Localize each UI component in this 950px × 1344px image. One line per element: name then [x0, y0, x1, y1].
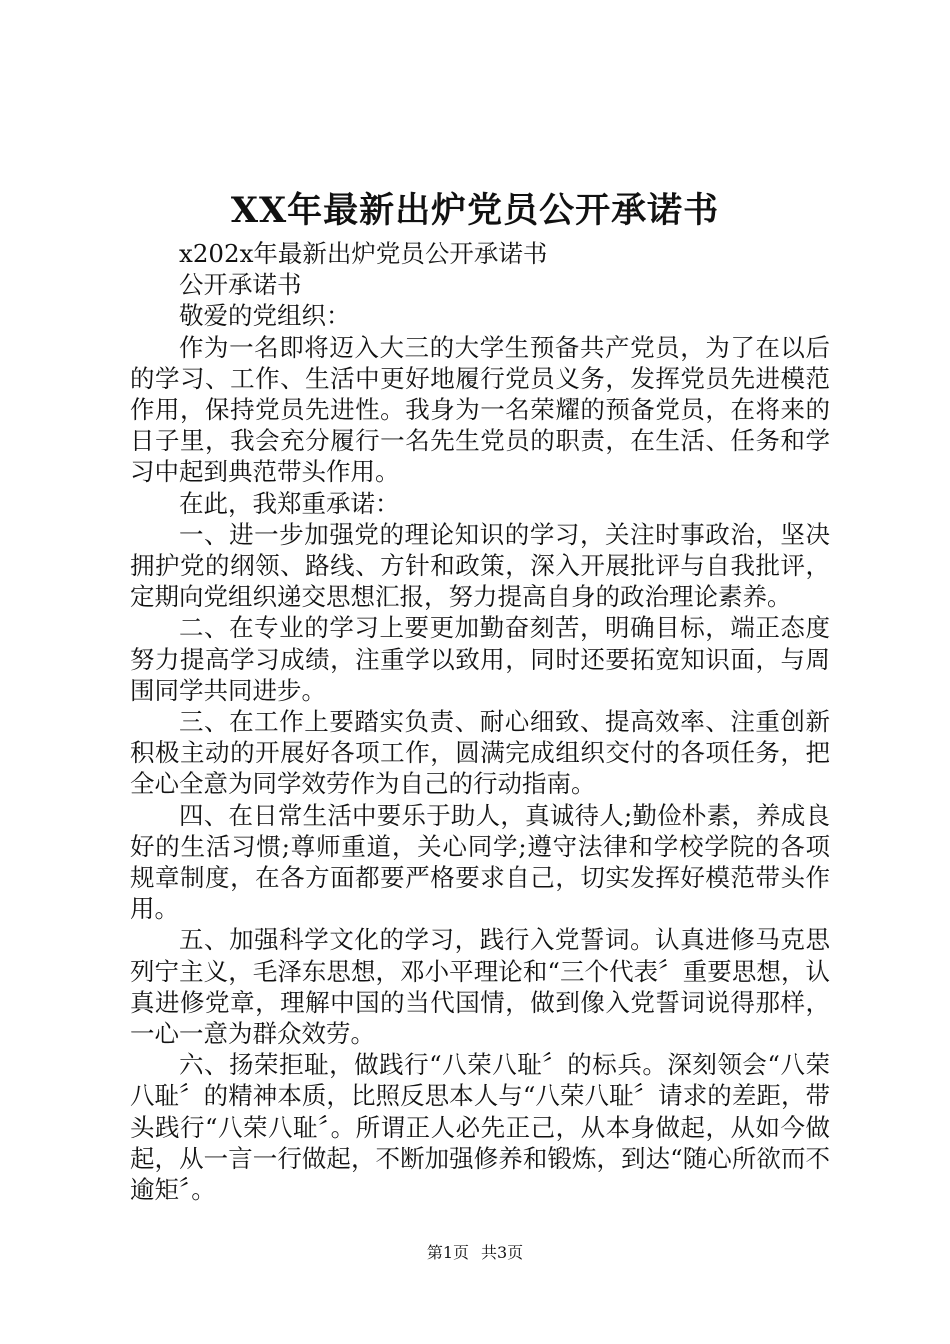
- page-total: 共3页: [481, 1243, 524, 1262]
- subtitle-line: x202x年最新出炉党员公开承诺书: [179, 239, 548, 268]
- page-footer: [0, 1243, 950, 1263]
- pledge-item-3: 三、在工作上要踏实负责、耐心细致、提高效率、注重创新积极主动的开展好各项工作，圆满完成组织交付的各项任务，把全心全意为同学效劳作为自己的行动指南。: [130, 707, 830, 799]
- pledge-item-5: 五、加强科学文化的学习，践行入党誓词。认真进修马克思列宁主义，毛泽东思想，邓小平理论和“三个代表〞重要思想，认真进修党章，理解中国的当代国情，做到像入党誓词说得那样，一心一意为群众效劳。: [130, 925, 830, 1049]
- pledge-intro: 在此，我郑重承诺：: [179, 488, 400, 518]
- page-number: 第1页: [426, 1243, 469, 1262]
- document-title: XX年最新出炉党员公开承诺书: [230, 190, 720, 231]
- pledge-item-2: 二、在专业的学习上要更加勤奋刻苦，明确目标，端正态度努力提高学习成绩，注重学以致用，同时还要拓宽知识面，与周围同学共同进步。: [130, 613, 830, 705]
- document-body: [130, 238, 830, 1205]
- pledge-item-6: 六、扬荣拒耻，做践行“八荣八耻〞的标兵。深刻领会“八荣八耻〞的精神本质，比照反思本人与“八荣八耻〞请求的差距，带头践行“八荣八耻〞。所谓正人必先正己，从本身做起，从如今做起，从一言一行做起，不断加强修养和锻炼，到达“随心所欲而不逾矩〞。: [130, 1050, 830, 1205]
- pledge-item-4: 四、在日常生活中要乐于助人，真诚待人;勤俭朴素，养成良好的生活习惯;尊师重道，关心同学;遵守法律和学校学院的各项规章制度，在各方面都要严格要求自己，切实发挥好模范带头作用。: [130, 800, 830, 924]
- salutation: 敬爱的党组织：: [179, 301, 351, 331]
- pledge-item-1: 一、进一步加强党的理论知识的学习，关注时事政治，坚决拥护党的纲领、路线、方针和政策，深入开展批评与自我批评，定期向党组织递交思想汇报，努力提高自身的政治理论素养。: [130, 519, 830, 612]
- intro-paragraph: 作为一名即将迈入大三的大学生预备共产党员，为了在以后的学习、工作、生活中更好地履行党员义务，发挥党员先进模范作用，保持党员先进性。我身为一名荣耀的预备党员，在将来的日子里，我会充分履行一名先生党员的职责，在生活、任务和学习中起到典范带头作用。: [130, 332, 830, 487]
- heading-line: 公开承诺书: [179, 270, 302, 300]
